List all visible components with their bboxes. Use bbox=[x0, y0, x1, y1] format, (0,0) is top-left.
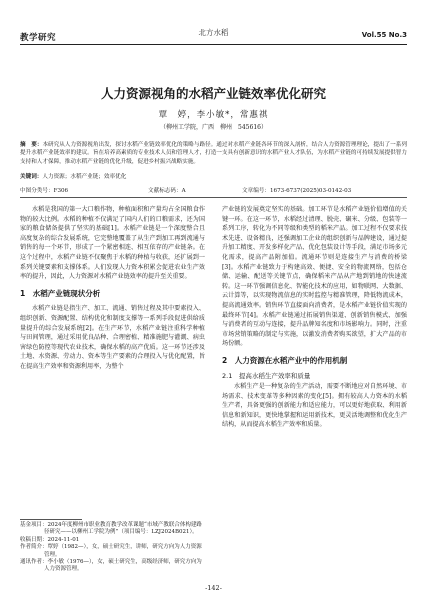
section-2-1-heading: 2.1 提高水稻生产效率和质量 bbox=[222, 371, 311, 380]
footnote-rule bbox=[20, 519, 82, 520]
received-label: 收稿日期： bbox=[20, 536, 48, 543]
corresponding-label: 通讯作者： bbox=[20, 559, 48, 566]
volume-label: Vol.55 No.3 bbox=[361, 31, 407, 39]
abstract-text: 本研究从人力资源视角出发，探讨水稻产业链效率优化的策略与路径。通过对水稻产业链各环节的深入剖析，结合人力资源管理理论，提出了一系列提升水稻产业链效率的建议。旨在培养高素质的专业技术人员和管理人才，打造一支具有创新意识的水稻产业人才队伍，为水稻产业链的可持续发展提供智力支持和人才保障，推动水稻产业链的优化升级，促进乡村振兴战略实施。 bbox=[20, 142, 407, 165]
author-list: 覃 婷，李小敏*，常惠祺 bbox=[158, 110, 269, 120]
keywords bbox=[20, 173, 407, 181]
author-note bbox=[20, 544, 205, 559]
affiliation: （柳州工学院，广西 柳州 545616） bbox=[160, 124, 267, 131]
corresponding-bio: 李小敏（1976—），女，硕士研究生，高级经济师，研究方向为人力资源管理。 bbox=[44, 559, 202, 573]
running-header bbox=[20, 27, 407, 49]
left-column bbox=[20, 205, 205, 372]
clc-code: 中图分类号：F306 bbox=[20, 188, 69, 194]
abstract-label: 摘 要： bbox=[20, 142, 43, 148]
corresponding-note bbox=[20, 559, 205, 574]
author-bio: 覃婷（1982—），女，硕士研究生，讲师，研究方向为人力资源管理。 bbox=[44, 544, 202, 558]
funding-text: 2024年度柳州市职业教育教学改革课题“市域产教联合体构建路径研究——以柳州工学院为例”（项目编号：LZJ2024B021）。 bbox=[44, 522, 202, 536]
article-number: 文章编号：1673-6737(2025)03-0142-03 bbox=[242, 188, 352, 194]
footnotes bbox=[20, 522, 205, 574]
funding-label: 基金项目： bbox=[20, 522, 48, 528]
journal-name: 北方水稻 bbox=[198, 28, 229, 37]
section-2-heading: 2 人力资源在水稻产业中的作用机制 bbox=[222, 355, 348, 365]
page-number: -142- bbox=[205, 584, 222, 592]
continued-paragraph: 产业链的发展奠定坚实的基础。加工环节是水稻产业链价值增值的关键一环。在这一环节，水稻经过清理、脱壳、碾米、分级、包装等一系列工序，转化为不同等级和类型的稻米产品。加工过程不仅要求技术先进、设备精良，还强调加工企业的组织创新与品牌建设，通过提升加工精度、开发多样化产品、优化包装设计等手段，满足市场多元化需求，提高产品附加值。流通环节则是连接生产与消费的桥梁[3]。水稻产业链致力于构建高效、便捷、安全的物流网络，包括仓储、运输、配送等关键节点，确保稻米产品从产地到销地的快速流转。这一环节强调信息化、智能化技术的应用，如物联网、大数据、云计算等，以实现物流信息的实时监控与精准管理，降低物流成本，提高流通效率。销售环节直接面向消费者，是水稻产业链价值实现的最终环节[4]。水稻产业链通过拓展销售渠道、创新销售模式、加强与消费者的互动与连接，提升品牌知名度和市场影响力。同时，注重市场营销策略的制定与实施，以激发消费者购买欲望，扩大产品的市场份额。 bbox=[222, 206, 407, 348]
abstract bbox=[20, 141, 407, 166]
section-1-paragraph: 水稻产业链是指生产、加工、流通、销售过程及其中要素投入、组织创新、资源配置、结构优化和制度支撑等一系列手段促进供给质量提升的综合发展系统[2]。在生产环节，水稻产业链注重科学种植与田间管理，通过采用优良品种、合理密植、精准施肥与灌溉、病虫害绿色防控等现代农业技术，确保水稻的高产优质。这一环节还涉及土地、水资源、劳动力、资本等生产要素的合理投入与优化配置，旨在提高生产效率和资源利用率，为整个 bbox=[20, 305, 205, 370]
author-label: 作者简介： bbox=[20, 544, 48, 551]
funding-note bbox=[20, 522, 205, 537]
classification-rule bbox=[20, 197, 407, 198]
doc-code: 文献标志码：A bbox=[148, 188, 186, 194]
section-1-heading: 1 水稻产业链现状分析 bbox=[20, 288, 101, 298]
article-title: 人力资源视角的水稻产业链效率优化研究 bbox=[100, 86, 326, 101]
received-date: 2024-11-01 bbox=[47, 536, 80, 543]
header-rule bbox=[20, 44, 407, 45]
intro-paragraph: 水稻是我国的第一大口粮作物，种植面积和产量均占全国粮食作物的较大比例。水稻的种植不仅满足了国内人们的口粮需求，还为国家的粮食储备提供了坚实的基础[1]。水稻产业链是一个深度整合且高度复杂的综合发展系统，它完整地覆盖了从生产到加工再到流通与销售的每一个环节，形成了一个紧密相连、相互依存的产业链条。在这个过程中，水稻产业链不仅聚焦于水稻的种植与收获，还扩展到一系列关键要素和支撑体系。人们发现人力资本积累会促进农业生产效率的提升，因此，人力资源对水稻产业链效率的提升至关重要。 bbox=[20, 206, 205, 281]
keywords-text: 人力资源；水稻产业链；效率优化 bbox=[42, 174, 127, 180]
classification-row bbox=[20, 186, 407, 196]
section-label: 教学研究 bbox=[20, 33, 57, 43]
section-2-1-paragraph: 水稻生产是一种复杂的生产活动，需要不断地应对自然环境、市场需求、技术变革等多种因素的变化[5]。拥有较高人力资本的水稻生产者，具备更强的创新能力和适应能力，可以更好地获取、利用新信息和新知识，更快地掌握和运用新技术，更灵活地调整和优化生产结构，从而提高水稻生产效率和质量。 bbox=[222, 383, 407, 429]
right-column bbox=[222, 205, 407, 430]
keywords-label: 关键词： bbox=[20, 174, 43, 180]
